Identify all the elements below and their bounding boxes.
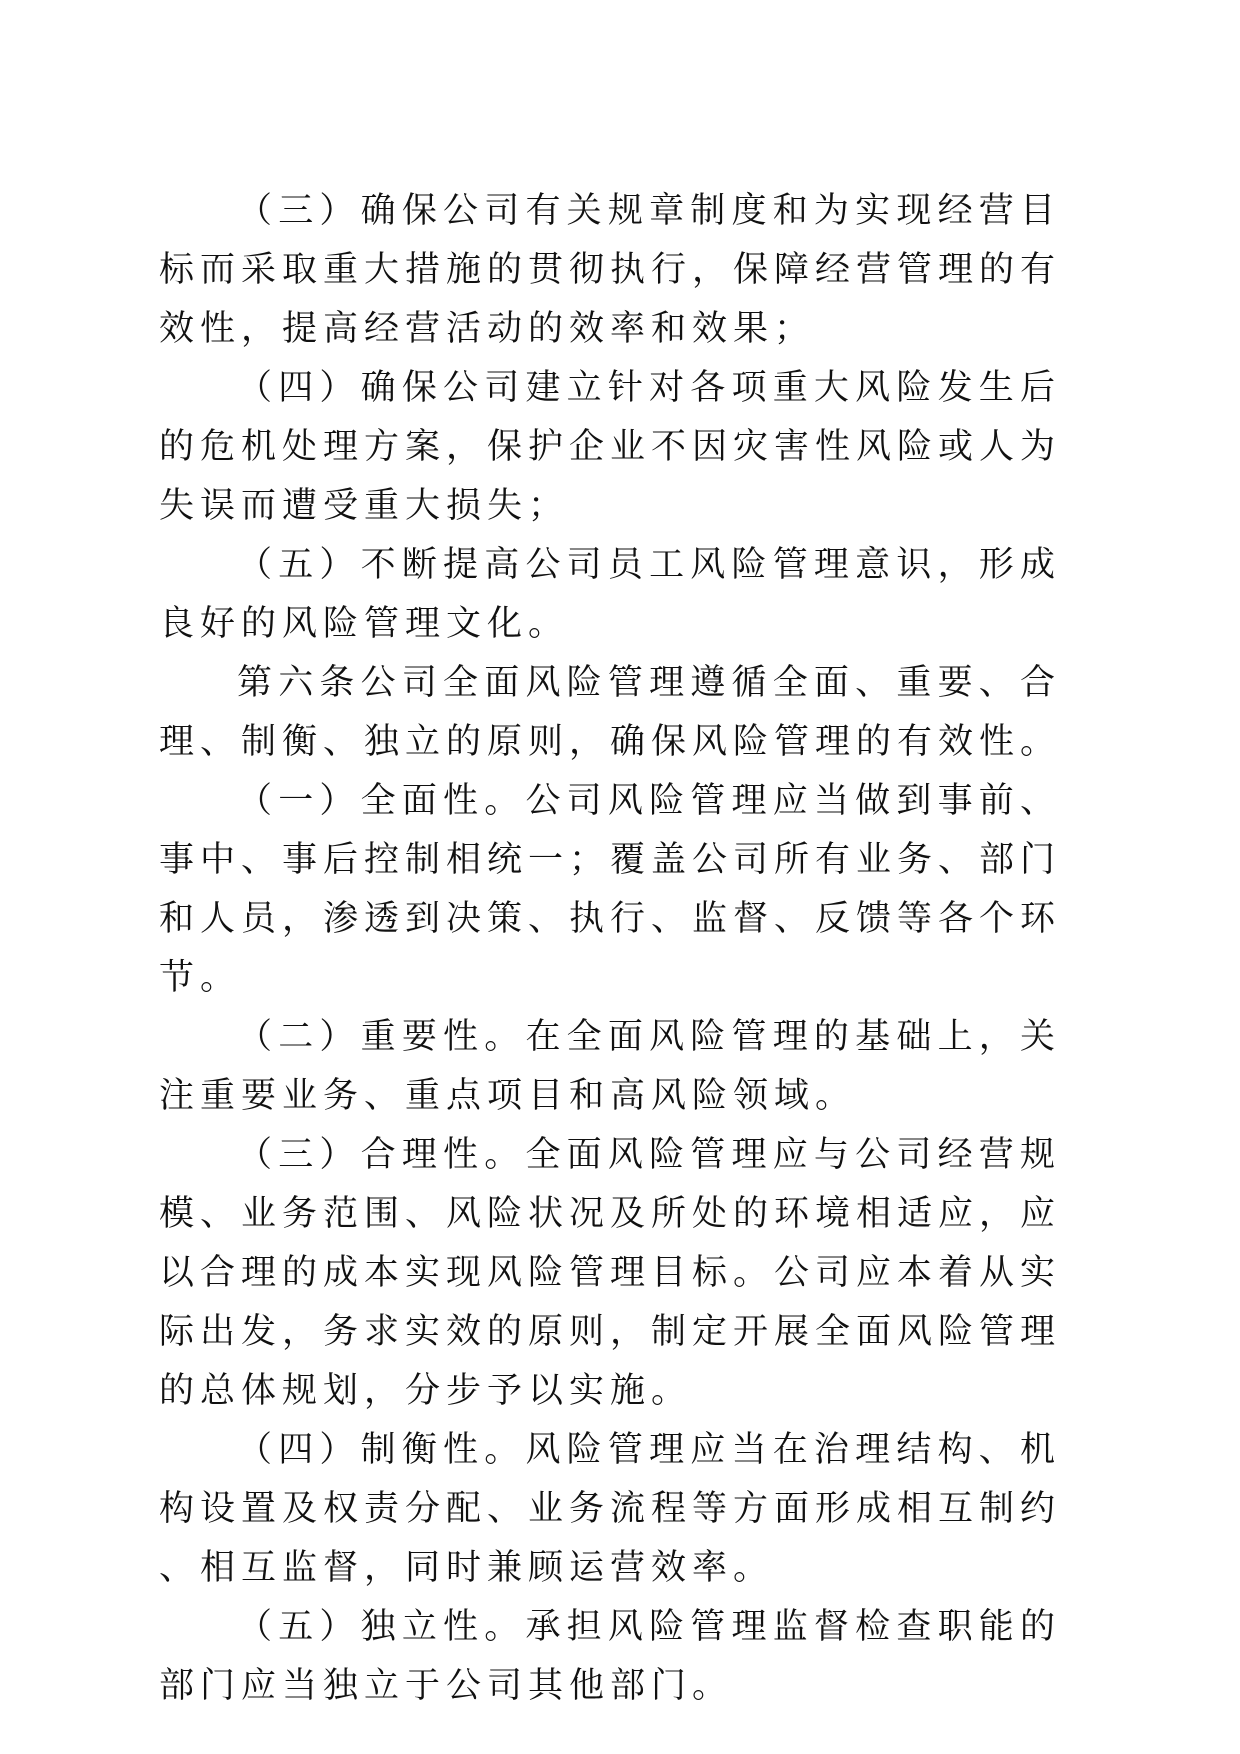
paragraph-objective-3: （三）确保公司有关规章制度和为实现经营目标而采取重大措施的贯彻执行，保障经营管理的有效性，提高经营活动的效率和效果； (159, 191, 1062, 349)
document-body (159, 182, 1061, 1716)
paragraph-article-6: 第六条公司全面风险管理遵循全面、重要、合理、制衡、独立的原则，确保风险管理的有效性。 (159, 663, 1062, 762)
paragraph-objective-5: （五）不断提高公司员工风险管理意识，形成良好的风险管理文化。 (159, 545, 1061, 644)
paragraph-principle-independence: （五）独立性。承担风险管理监督检查职能的部门应当独立于公司其他部门。 (159, 1607, 1061, 1706)
paragraph-principle-comprehensive: （一）全面性。公司风险管理应当做到事前、事中、事后控制相统一；覆盖公司所有业务、部门和人员，渗透到决策、执行、监督、反馈等各个环节。 (159, 781, 1062, 998)
paragraph-principle-checks-balances: （四）制衡性。风险管理应当在治理结构、机构设置及权责分配、业务流程等方面形成相互制约、相互监督，同时兼顾运营效率。 (159, 1430, 1062, 1588)
paragraph-objective-4: （四）确保公司建立针对各项重大风险发生后的危机处理方案，保护企业不因灾害性风险或人为失误而遭受重大损失； (159, 368, 1062, 526)
paragraph-principle-importance: （二）重要性。在全面风险管理的基础上，关注重要业务、重点项目和高风险领域。 (159, 1017, 1061, 1116)
paragraph-principle-reasonableness: （三）合理性。全面风险管理应与公司经营规模、业务范围、风险状况及所处的环境相适应，应以合理的成本实现风险管理目标。公司应本着从实际出发，务求实效的原则，制定开展全面风险管理的总体规划，分步予以实施。 (159, 1135, 1062, 1411)
